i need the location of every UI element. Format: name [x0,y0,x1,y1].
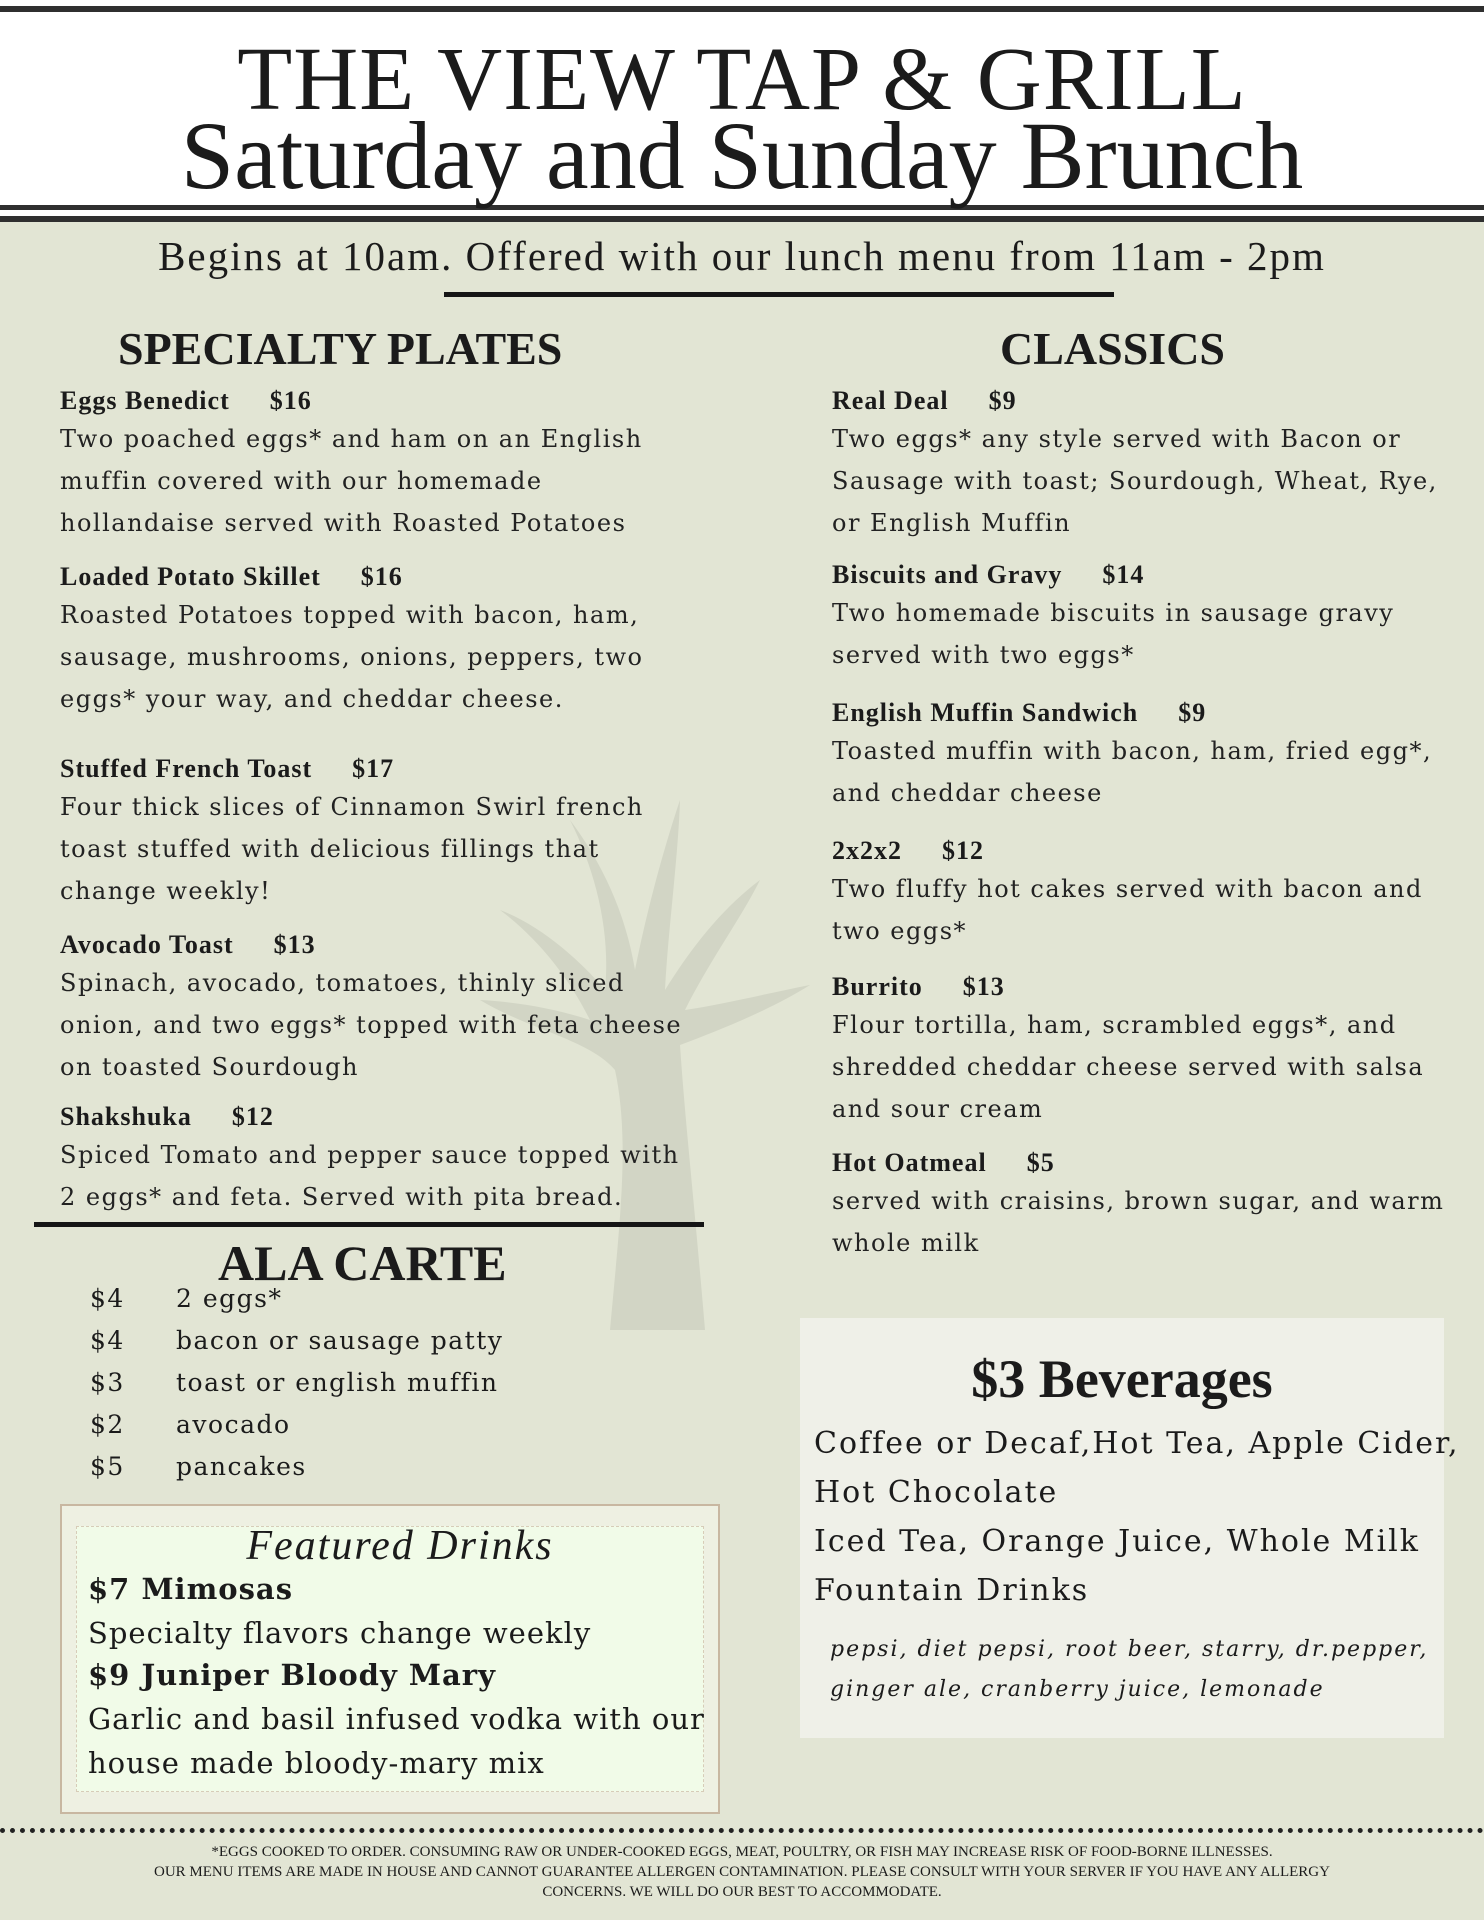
item-desc: Sausage with toast; Sourdough, Wheat, Rye, [832,467,1438,495]
beverage-line: Iced Tea, Orange Juice, Whole Milk [814,1524,1420,1559]
item-desc: two eggs* [832,917,968,945]
item-desc: onion, and two eggs* topped with feta cheese [60,1011,683,1039]
item-name: Real Deal [832,386,949,415]
menu-item [60,560,643,720]
item-name: Eggs Benedict [60,386,230,415]
menu-item [60,928,682,1088]
specialty-plates-heading: SPECIALTY PLATES [118,323,563,374]
item-desc: and cheddar cheese [832,779,1103,807]
item-desc: Two fluffy hot cakes served with bacon and [832,875,1423,903]
item-price: $3 [90,1368,125,1397]
menu-item [832,696,1432,814]
item-desc: Spinach, avocado, tomatoes, thinly sliced [60,969,625,997]
item-price: $12 [231,1102,274,1131]
header-rule-2 [0,216,1484,222]
menu-title: Saturday and Sunday Brunch [180,102,1304,209]
item-name: 2x2x2 [832,836,902,865]
list-item [90,1410,503,1452]
item-price: $5 [1026,1148,1055,1177]
item-desc: eggs* your way, and cheddar cheese. [60,685,564,713]
menu-item [832,1146,1444,1264]
item-name: 2 eggs* [176,1284,283,1313]
restaurant-name: THE VIEW TAP & GRILL [237,30,1247,129]
item-desc: Spiced Tomato and pepper sauce topped with [60,1141,680,1169]
disclaimer-line: OUR MENU ITEMS ARE MADE IN HOUSE AND CANNOT GUARANTEE ALLERGEN CONTAMINATION. PLEASE CONSULT WITH YOUR SERVER IF YOU HAVE ANY ALLERGY [154,1864,1330,1880]
item-name: Shakshuka [60,1102,192,1131]
item-price: $5 [90,1452,125,1481]
drink-desc: Specialty flavors change weekly [88,1616,592,1650]
menu-item [832,970,1424,1130]
item-name: pancakes [176,1452,307,1481]
footer-divider [0,1828,1484,1833]
item-desc: 2 eggs* and feta. Served with pita bread. [60,1183,624,1211]
drink-desc: Garlic and basil infused vodka with our [88,1702,705,1736]
item-desc: on toasted Sourdough [60,1053,360,1081]
item-name: toast or english muffin [176,1368,499,1397]
ala-carte-list [90,1284,503,1494]
disclaimer-line: CONCERNS. WE WILL DO OUR BEST TO ACCOMMODATE. [542,1884,942,1900]
item-desc: change weekly! [60,877,272,905]
item-price: $12 [942,836,984,865]
item-desc: or English Muffin [832,509,1072,537]
item-price: $16 [269,386,312,415]
beverage-line: Coffee or Decaf,Hot Tea, Apple Cider, [814,1426,1460,1461]
drink-desc: house made bloody-mary mix [88,1746,545,1780]
item-price: $16 [360,562,403,591]
item-desc: Two homemade biscuits in sausage gravy [832,599,1395,627]
classics-heading: CLASSICS [1000,323,1225,374]
item-name: Loaded Potato Skillet [60,562,321,591]
item-desc: whole milk [832,1229,980,1257]
item-price: $17 [352,754,395,783]
fountain-list: ginger ale, cranberry juice, lemonade [830,1677,1325,1702]
beverage-line: Fountain Drinks [814,1573,1090,1608]
item-desc: served with two eggs* [832,641,1135,669]
drink-name: $9 Juniper Bloody Mary [88,1658,496,1692]
item-desc: served with craisins, brown sugar, and warm [832,1187,1445,1215]
item-price: $9 [988,386,1017,415]
list-item [90,1284,503,1326]
divider [34,1222,704,1227]
brunch-hours: Begins at 10am. Offered with our lunch menu from 11am - 2pm [158,233,1326,279]
item-name: Avocado Toast [60,930,234,959]
item-name: Burrito [832,972,923,1001]
menu-item [832,834,1423,952]
item-price: $13 [273,930,316,959]
item-desc: Toasted muffin with bacon, ham, fried egg*, [832,737,1433,765]
menu-item [60,1100,680,1218]
beverages-heading: $3 Beverages [971,1349,1273,1409]
item-price: $4 [90,1326,125,1355]
item-desc: Two eggs* any style served with Bacon or [832,425,1402,453]
top-rule [0,6,1484,12]
ala-carte-heading: ALA CARTE [218,1235,507,1291]
item-name: English Muffin Sandwich [832,698,1139,727]
item-name: Hot Oatmeal [832,1148,987,1177]
list-item [90,1368,503,1410]
allergy-disclaimer [40,1842,1444,1902]
beverage-line: Hot Chocolate [814,1475,1059,1510]
item-desc: shredded cheddar cheese served with salsa [832,1053,1425,1081]
drink-name: $7 Mimosas [88,1572,294,1606]
item-price: $14 [1102,560,1145,589]
item-price: $4 [90,1284,125,1313]
disclaimer-line: *EGGS COOKED TO ORDER. CONSUMING RAW OR UNDER-COOKED EGGS, MEAT, POULTRY, OR FISH MAY INCREASE RISK OF FOOD-BORNE ILLNESSES. [211,1844,1273,1860]
featured-drinks-heading: Featured Drinks [246,1523,554,1569]
menu-item [832,558,1394,676]
divider [444,292,1114,297]
item-desc: toast stuffed with delicious fillings that [60,835,600,863]
menu-item [832,384,1438,544]
item-desc: Two poached eggs* and ham on an English [60,425,643,453]
item-desc: hollandaise served with Roasted Potatoes [60,509,627,537]
item-name: bacon or sausage patty [176,1326,504,1355]
item-desc: and sour cream [832,1095,1044,1123]
item-desc: Four thick slices of Cinnamon Swirl french [60,793,644,821]
list-item [90,1452,503,1494]
item-desc: sausage, mushrooms, onions, peppers, two [60,643,644,671]
list-item [90,1326,503,1368]
beverages-box [800,1318,1460,1738]
item-desc: Roasted Potatoes topped with bacon, ham, [60,601,640,629]
item-name: avocado [176,1410,291,1439]
fountain-list: pepsi, diet pepsi, root beer, starry, dr.pepper, [830,1637,1429,1662]
item-desc: Flour tortilla, ham, scrambled eggs*, and [832,1011,1397,1039]
item-price: $13 [962,972,1005,1001]
item-price: $2 [90,1410,125,1439]
item-name: Stuffed French Toast [60,754,313,783]
item-desc: muffin covered with our homemade [60,467,543,495]
item-name: Biscuits and Gravy [832,560,1063,589]
menu-item [60,752,644,912]
menu-item [60,384,643,544]
item-price: $9 [1178,698,1207,727]
